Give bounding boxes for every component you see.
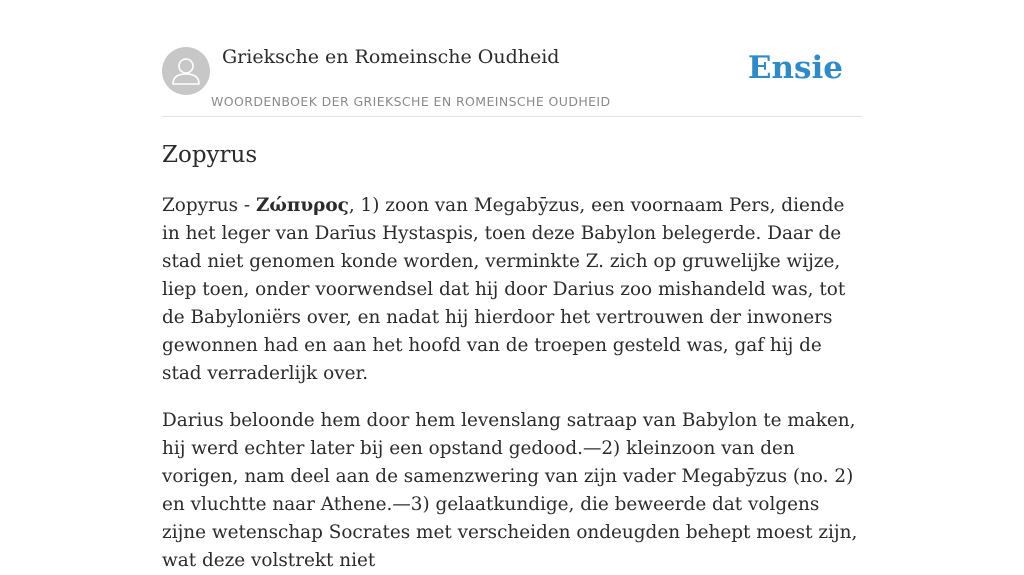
site-subtitle: WOORDENBOEK DER GRIEKSCHE EN ROMEINSCHE OUDHEID	[211, 94, 611, 109]
greek-term: Ζώπυρος	[256, 195, 349, 216]
entry-paragraph-1	[162, 192, 862, 388]
brand-logo[interactable]: Ensie	[747, 50, 843, 86]
page-container	[162, 0, 862, 575]
user-avatar-icon[interactable]	[162, 47, 210, 95]
entry-term: Zopyrus -	[162, 195, 256, 216]
entry-paragraph-1-text: , 1) zoon van Megabȳzus, een voornaam Pers, diende in het leger van Darīus Hystaspis, toen deze Babylon belegerde. Daar de stad niet genomen konde worden, verminkte Z. zich op gruwelijke wijze, liep toen, onder voorwendsel dat hij door Darius zoo mishandeld was, tot de Babyloniërs over, en nadat hij hierdoor het vertrouwen der inwoners gewonnen had en aan het hoofd van de troepen gesteld was, gaf hij de stad verraderlijk over.	[162, 195, 846, 384]
entry-title: Zopyrus	[162, 142, 258, 168]
site-title[interactable]: Grieksche en Romeinsche Oudheid	[222, 46, 560, 68]
site-header	[162, 0, 862, 117]
entry-paragraph-2: Darius beloonde hem door hem levenslang satraap van Babylon te maken, hij werd echter later bij een opstand gedood.—2) kleinzoon van den vorigen, nam deel aan de samenzwering van zijn vader Megabȳzus (no. 2) en vluchtte naar Athene.—3) gelaatkundige, die beweerde dat volgens zijne wetenschap Socrates met verscheiden ondeugden behept moest zijn, wat deze volstrekt niet	[162, 410, 858, 571]
